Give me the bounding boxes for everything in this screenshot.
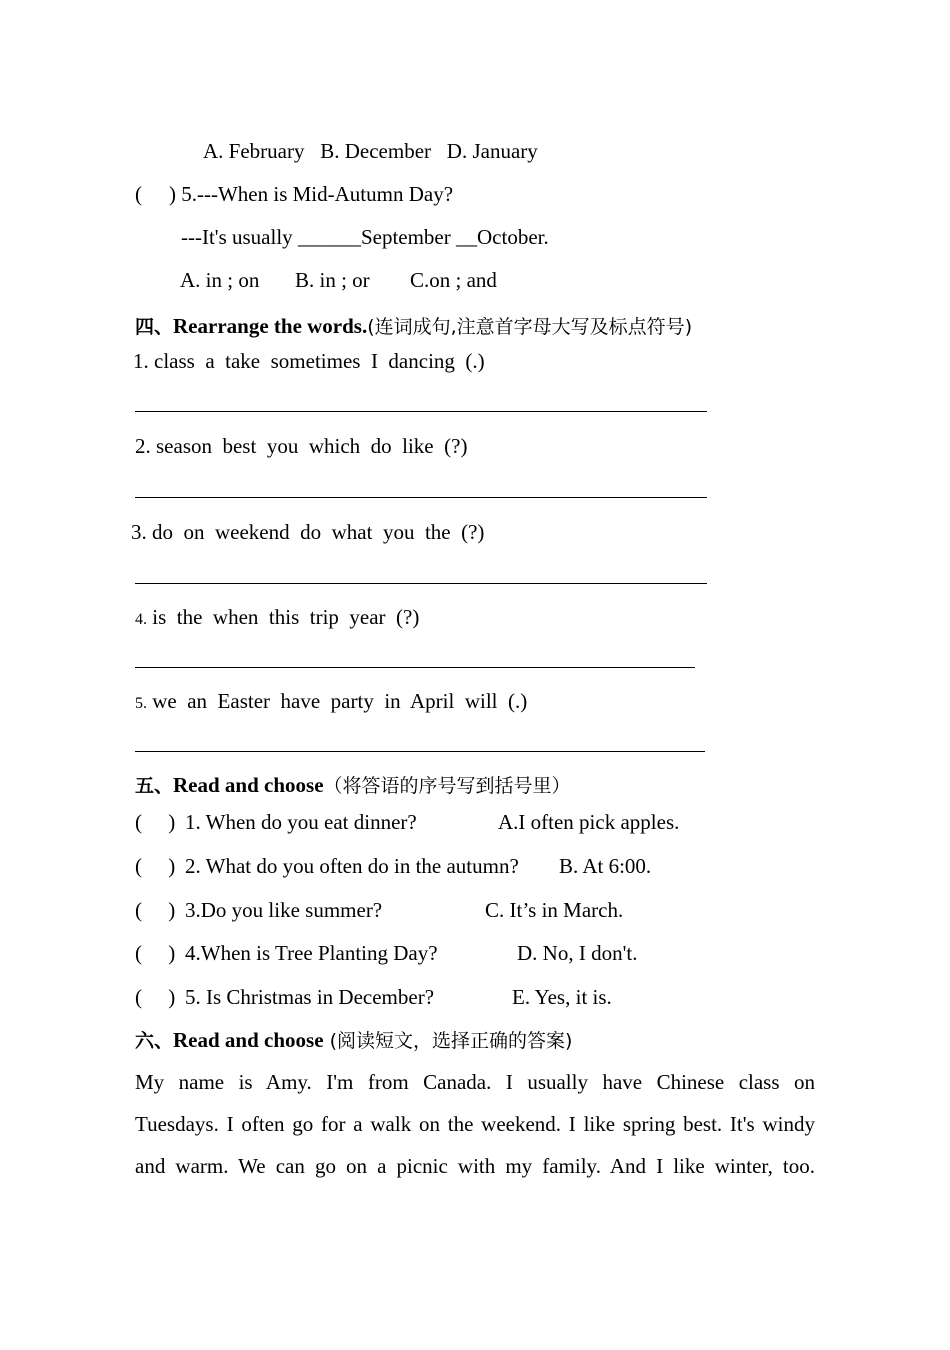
answer-line-5[interactable] (135, 751, 705, 752)
answer-prefix: ---It's usually (181, 225, 298, 249)
item-number: 4. (135, 611, 147, 628)
section5-heading (135, 773, 571, 798)
section-instruction: （将答语的序号写到括号里） (323, 775, 571, 797)
match-question: 5. Is Christmas in December? (185, 985, 435, 1009)
rearrange-item-2 (135, 434, 467, 458)
item-words: is the when this trip year (?) (147, 605, 420, 629)
answer-end: October. (477, 225, 549, 249)
rearrange-item-3 (131, 520, 484, 544)
match-question: 3.Do you like summer? (185, 898, 383, 922)
section-title: Read and choose (173, 1028, 324, 1052)
match-question: 2. What do you often do in the autumn? (185, 854, 519, 878)
option-a: A. February (203, 139, 305, 163)
section-title: Rearrange the words. (173, 314, 368, 338)
match-answer: D. No, I don't. (517, 941, 638, 965)
question-text: 5.---When is Mid-Autumn Day? (181, 182, 454, 206)
answer-line-4[interactable] (135, 667, 695, 668)
option-b: B. December (320, 139, 432, 163)
answer-paren[interactable]: ( ) (135, 810, 176, 834)
section-number: 六、 (135, 1030, 174, 1052)
passage-line: Tuesdays. I often go for a walk on the weekend. I like spring best. It's windy (135, 1112, 815, 1136)
answer-line-2[interactable] (135, 497, 707, 498)
item-words: class a take sometimes I dancing (.) (148, 349, 485, 373)
answer-mid: September (360, 225, 456, 249)
answer-paren-close: ) (169, 182, 176, 206)
section-instruction: (阅读短文，选择正确的答案) (323, 1030, 573, 1052)
match-question: 4.When is Tree Planting Day? (185, 941, 438, 965)
section6-heading (135, 1028, 572, 1053)
section-number: 四、 (135, 316, 174, 338)
rearrange-item-1 (133, 349, 485, 373)
answer-line-3[interactable] (135, 583, 707, 584)
q5-option-a: A. in ; on (180, 268, 260, 292)
match-answer: E. Yes, it is. (512, 985, 612, 1009)
passage-line: and warm. We can go on a picnic with my family. And I like winter, too. (135, 1154, 815, 1178)
match-answer: B. At 6:00. (559, 854, 652, 878)
q5-question (135, 182, 453, 206)
match-answer: A.I often pick apples. (498, 810, 680, 834)
passage-line: My name is Amy. I'm from Canada. I usually have Chinese class on (135, 1070, 815, 1094)
section4-heading (135, 314, 692, 339)
match-answer: C. It’s in March. (485, 898, 624, 922)
item-words: season best you which do like (?) (150, 434, 468, 458)
answer-paren[interactable]: ( ) (135, 941, 176, 965)
blank-1[interactable]: ______ (297, 225, 361, 249)
section-number: 五、 (135, 775, 174, 797)
answer-paren[interactable]: ( ) (135, 898, 176, 922)
section-instruction: (连词成句,注意首字母大写及标点符号) (367, 316, 693, 338)
option-d: D. January (446, 139, 538, 163)
blank-2[interactable]: __ (456, 225, 477, 249)
section-title: Read and choose (173, 773, 324, 797)
answer-paren[interactable]: ( ) (135, 854, 176, 878)
q5-option-b: B. in ; or (295, 268, 370, 292)
rearrange-item-4 (135, 605, 419, 632)
answer-paren[interactable]: ( ) (135, 985, 176, 1009)
item-words: we an Easter have party in April will (.) (147, 689, 528, 713)
reading-passage (135, 1061, 815, 1187)
item-number: 3. (131, 520, 147, 544)
item-words: do on weekend do what you the (?) (146, 520, 485, 544)
q4-options (203, 139, 538, 163)
rearrange-item-5 (135, 689, 527, 716)
answer-paren-open[interactable]: ( (135, 182, 142, 206)
item-number: 1. (133, 349, 149, 373)
answer-line-1[interactable] (135, 411, 707, 412)
q5-answer-line (181, 225, 549, 249)
item-number: 2. (135, 434, 151, 458)
item-number: 5. (135, 695, 147, 712)
q5-option-c: C.on ; and (410, 268, 497, 292)
match-question: 1. When do you eat dinner? (185, 810, 417, 834)
